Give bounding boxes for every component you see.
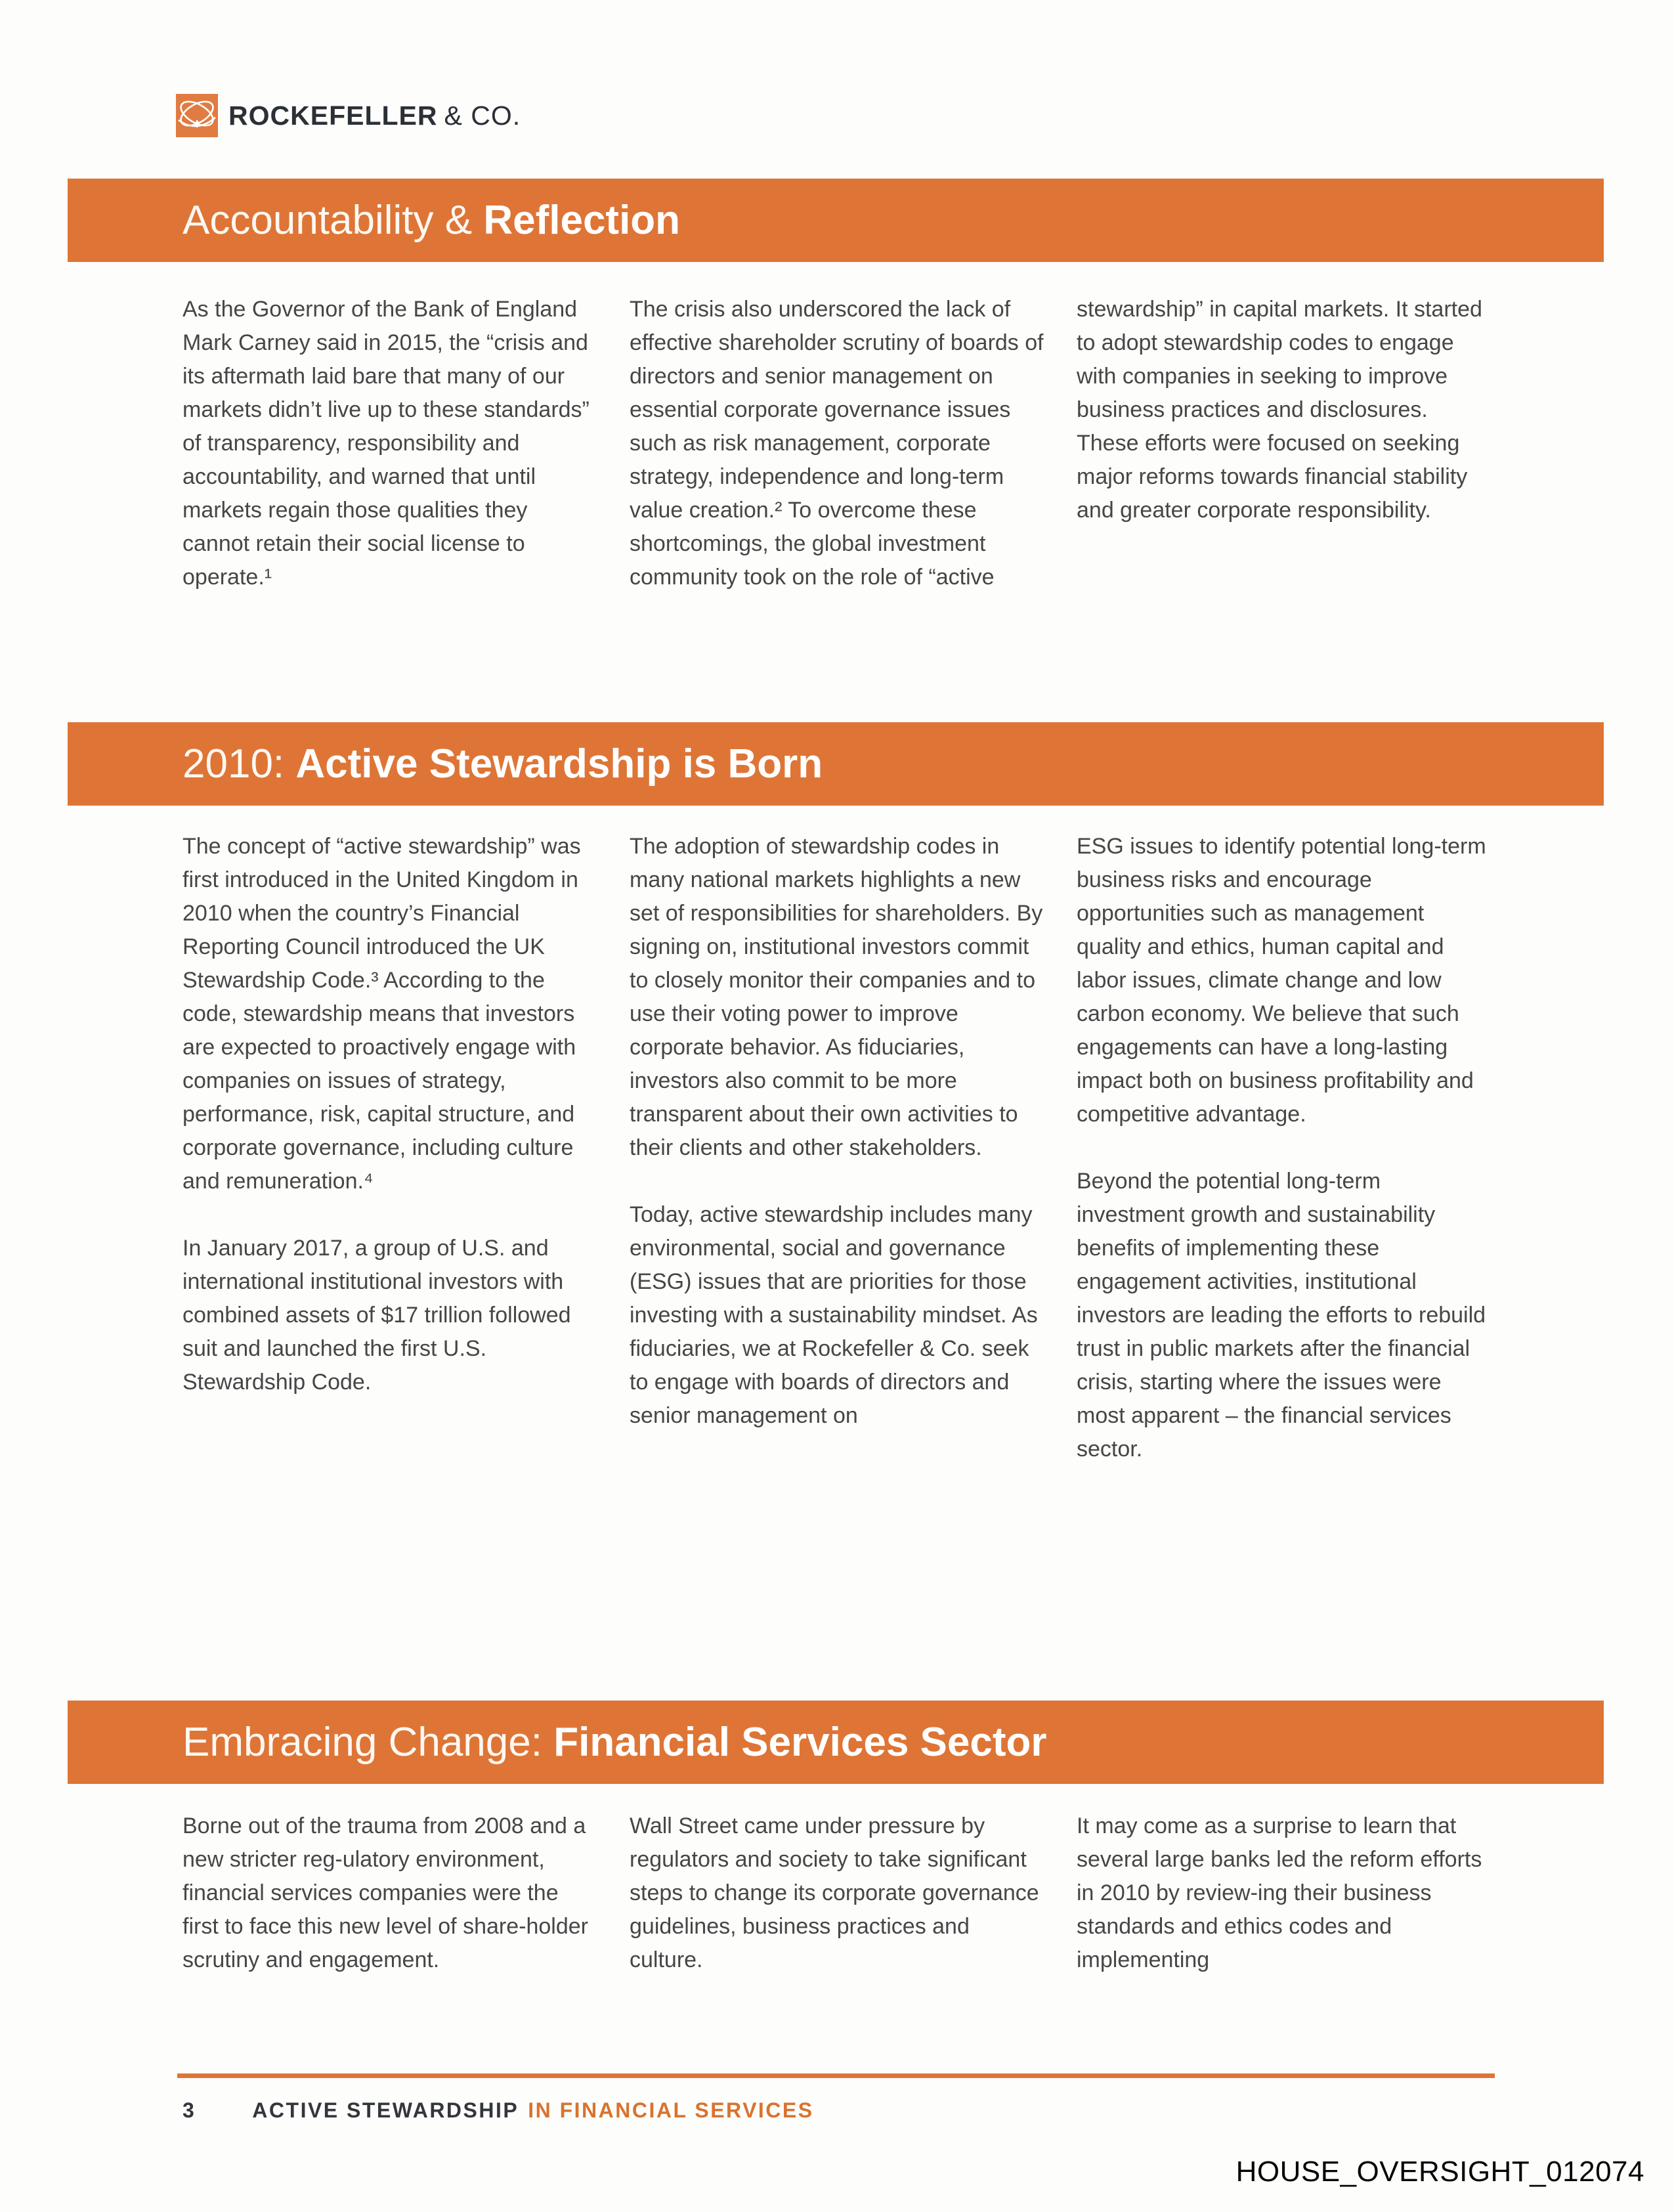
text-column-3: [1077, 293, 1493, 594]
text-column-1: [182, 293, 599, 594]
watermark: HOUSE_OVERSIGHT_012074: [1235, 2156, 1644, 2188]
paragraph: The adoption of stewardship codes in many national markets highlights a new set of responsibilities for shareholders. By signing on, institutional investors commit to closely monitor their companies and to use their voting power to improve corporate behavior. As fiduciaries, investors also commit to be more transparent about their own activities to their clients and other stakeholders.: [630, 834, 1043, 1160]
page-number: 3: [182, 2098, 196, 2122]
logo: [176, 94, 521, 137]
logo-wordmark: [228, 100, 521, 131]
section-stewardship-columns: [182, 830, 1493, 1466]
banner-title-light: Embracing Change:: [182, 1720, 554, 1765]
banner-title-light: Accountability &: [182, 198, 484, 243]
paragraph: Borne out of the trauma from 2008 and a new stricter reg-ulatory environment, financial services companies were the first to face this new level of share-holder scrutiny and engagement.: [182, 1813, 588, 1972]
text-column-3: [1077, 1810, 1493, 1977]
paragraph: ESG issues to identify potential long-term business risks and encourage opportunities such as management quality and ethics, human capital and labor issues, climate change and low carbon economy. We believe that such engagements can have a long-lasting impact both on business profitability and competitive advantage.: [1077, 834, 1486, 1127]
paragraph: stewardship” in capital markets. It started to adopt stewardship codes to engage with companies in seeking to improve business practices and disclosures. These efforts were focused on seeking major reforms towards financial stability and greater corporate responsibility.: [1077, 297, 1482, 523]
section-financial-services-columns: [182, 1810, 1493, 1977]
section-banner-embracing-change: [68, 1701, 1604, 1784]
logo-brand-name: ROCKEFELLER: [228, 100, 438, 131]
text-column-3: [1077, 830, 1493, 1466]
footer-title-highlight: IN FINANCIAL SERVICES: [528, 2098, 814, 2122]
paragraph: The concept of “active stewardship” was first introduced in the United Kingdom in 2010 when the country’s Financial Reporting Council introduced the UK Stewardship Code.³ According to the code, stewardship means that investors are expected to proactively engage with companies on issues of strategy, performance, risk, capital structure, and corporate governance, including culture and remuneration.⁴: [182, 834, 581, 1194]
banner-title-light: 2010:: [182, 741, 296, 787]
paragraph: Beyond the potential long-term investment growth and sustainability benefits of implementing these engagement activities, institutional investors are leading the efforts to rebuild trust in public markets after the financial crisis, starting where the issues were most apparent – the financial services sector.: [1077, 1169, 1486, 1462]
text-column-2: [630, 293, 1046, 594]
paragraph: Today, active stewardship includes many environmental, social and governance (ESG) issues that are priorities for those investing with a sustainability mindset. As fiduciaries, we at Rockefeller & Co. seek to engage with boards of directors and senior management on: [630, 1202, 1038, 1428]
paragraph: The crisis also underscored the lack of effective shareholder scrutiny of boards of directors and senior management on essential corporate governance issues such as risk management, corporate strategy, independence and long-term value creation.² To overcome these shortcomings, the global investment community took on the role of “active: [630, 297, 1044, 590]
section-banner-accountability-reflection: [68, 179, 1604, 262]
banner-title-bold: Active Stewardship is Born: [295, 741, 823, 787]
banner-title-bold: Reflection: [483, 198, 681, 243]
section-banner-active-stewardship-born: [68, 722, 1604, 806]
rockefeller-logo-icon: [176, 94, 218, 137]
footer: [182, 2098, 814, 2123]
text-column-2: [630, 1810, 1046, 1977]
banner-title-bold: Financial Services Sector: [553, 1720, 1047, 1765]
text-column-1: [182, 1810, 599, 1977]
paragraph: It may come as a surprise to learn that several large banks led the reform efforts in 2010 by review-ing their business standards and ethics codes and implementing: [1077, 1813, 1482, 1972]
text-column-1: [182, 830, 599, 1466]
footer-rule: [177, 2073, 1495, 2078]
paragraph: As the Governor of the Bank of England Mark Carney said in 2015, the “crisis and its aftermath laid bare that many of our markets didn’t live up to these standards” of transparency, responsibility and accountability, and warned that until markets regain those qualities they cannot retain their social license to operate.¹: [182, 297, 590, 590]
footer-title: ACTIVE STEWARDSHIP: [252, 2098, 519, 2122]
paragraph: Wall Street came under pressure by regulators and society to take significant steps to change its corporate governance guidelines, business practices and culture.: [630, 1813, 1039, 1972]
section-accountability-columns: [182, 293, 1493, 594]
paragraph: In January 2017, a group of U.S. and international institutional investors with combined assets of $17 trillion followed suit and launched the first U.S. Stewardship Code.: [182, 1236, 571, 1395]
logo-brand-suffix: & CO.: [444, 100, 521, 131]
text-column-2: [630, 830, 1046, 1466]
